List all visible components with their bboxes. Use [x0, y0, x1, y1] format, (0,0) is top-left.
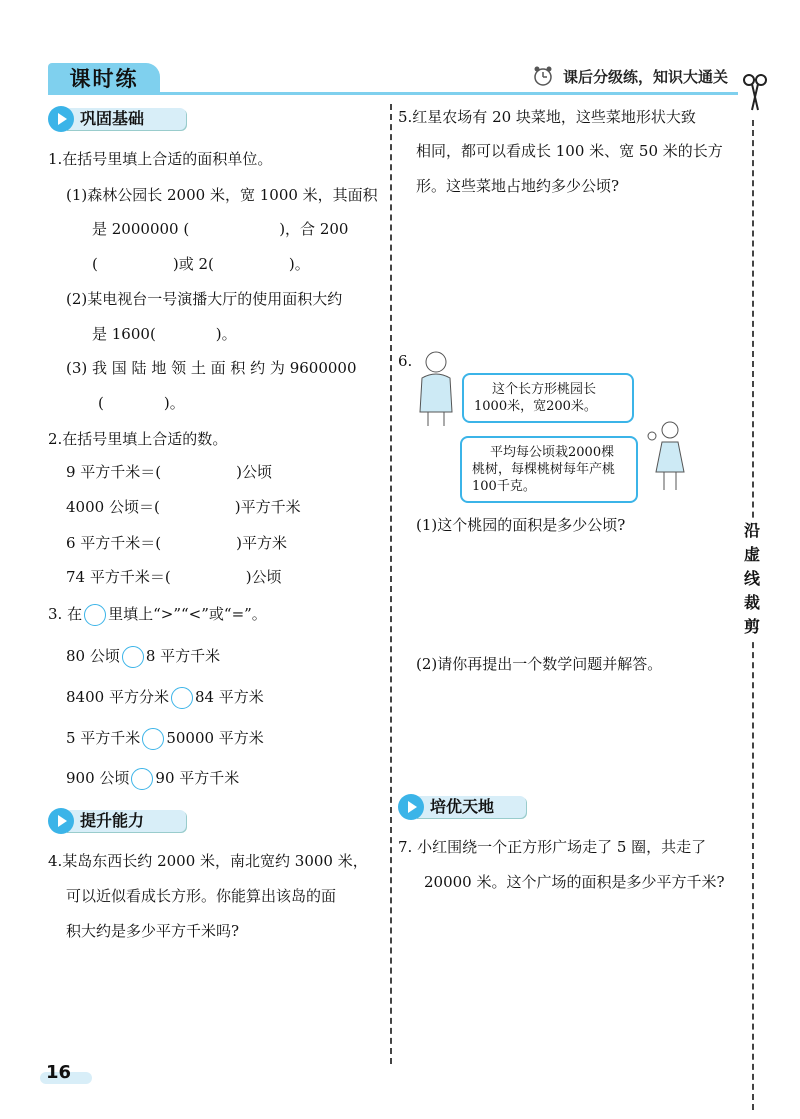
question-2-b: 4000 公顷＝( )平方千米	[66, 498, 301, 516]
question-4-line2: 可以近似看成长方形。你能算出该岛的面	[66, 887, 337, 905]
question-1-1-line2: 是 2000000 ( )，合 200	[92, 220, 349, 238]
column-divider	[390, 104, 392, 1064]
question-3-c: 5 平方千米 50000 平方米	[66, 727, 264, 750]
question-1-1-line3: ( )或 2( )。	[92, 255, 310, 273]
header-tab: 课时练	[48, 63, 160, 93]
question-3-d: 900 公顷 90 平方千米	[66, 767, 239, 790]
question-3: 3. 在 里填上“>”“<”或“=”。	[48, 603, 267, 626]
header-divider	[48, 92, 738, 95]
page-number: 16	[46, 1062, 72, 1083]
question-6-1: (1)这个桃园的面积是多少公顷?	[416, 516, 626, 534]
girl-figure-icon	[646, 420, 690, 492]
question-5-line1: 5.红星农场有 20 块菜地，这些菜地形状大致	[398, 108, 696, 126]
question-3-a: 80 公顷 8 平方千米	[66, 645, 220, 668]
scissors-icon	[742, 72, 768, 112]
question-2: 2.在括号里填上合适的数。	[48, 430, 228, 448]
play-icon	[48, 808, 74, 834]
alarm-clock-icon	[532, 65, 554, 87]
question-6-2: (2)请你再提出一个数学问题并解答。	[416, 655, 663, 673]
play-icon	[48, 106, 74, 132]
question-1-3-line2: ( )。	[98, 394, 185, 412]
question-2-a: 9 平方千米＝( )公顷	[66, 463, 273, 481]
question-6-number: 6.	[398, 352, 413, 370]
compare-circle[interactable]	[171, 687, 193, 709]
question-2-c: 6 平方千米＝( )平方米	[66, 534, 288, 552]
cut-instruction: 沿 虚 线 裁 剪	[738, 519, 766, 639]
question-7-line1: 7. 小红围绕一个正方形广场走了 5 圈，共走了	[398, 838, 707, 856]
question-1-2-line2: 是 1600( )。	[92, 325, 237, 343]
question-1-2-line1: (2)某电视台一号演播大厅的使用面积大约	[66, 290, 343, 308]
question-5-line2: 相同，都可以看成长 100 米、宽 50 米的长方	[416, 142, 723, 160]
question-4-line1: 4.某岛东西长约 2000 米，南北宽约 3000 米，	[48, 852, 368, 870]
play-icon	[398, 794, 424, 820]
question-1-3-line1: (3) 我 国 陆 地 领 土 面 积 约 为 9600000	[66, 359, 357, 377]
speech-bubble-1: 这个长方形桃园长 1000米，宽200米。	[462, 373, 634, 423]
section-header-basics: 巩固基础	[48, 106, 188, 132]
question-7-line2: 20000 米。这个广场的面积是多少平方千米?	[424, 873, 725, 891]
question-1: 1.在括号里填上合适的面积单位。	[48, 150, 273, 168]
compare-circle-icon	[84, 604, 106, 626]
question-2-d: 74 平方千米＝( )公顷	[66, 568, 282, 586]
question-4-line3: 积大约是多少平方千米吗?	[66, 922, 240, 940]
compare-circle[interactable]	[131, 768, 153, 790]
section-header-advanced: 培优天地	[398, 794, 528, 820]
question-1-1-line1: (1)森林公园长 2000 米，宽 1000 米，其面积	[66, 186, 378, 204]
grandpa-figure-icon	[414, 348, 458, 428]
header-slogan: 课后分级练，知识大通关	[563, 68, 729, 86]
section-header-ability: 提升能力	[48, 808, 188, 834]
compare-circle[interactable]	[142, 728, 164, 750]
speech-bubble-2: 平均每公顷栽2000棵 桃树，每棵桃树每年产桃 100千克。	[460, 436, 638, 503]
compare-circle[interactable]	[122, 646, 144, 668]
question-5-line3: 形。这些菜地占地约多少公顷?	[416, 177, 620, 195]
question-3-b: 8400 平方分米 84 平方米	[66, 686, 264, 709]
